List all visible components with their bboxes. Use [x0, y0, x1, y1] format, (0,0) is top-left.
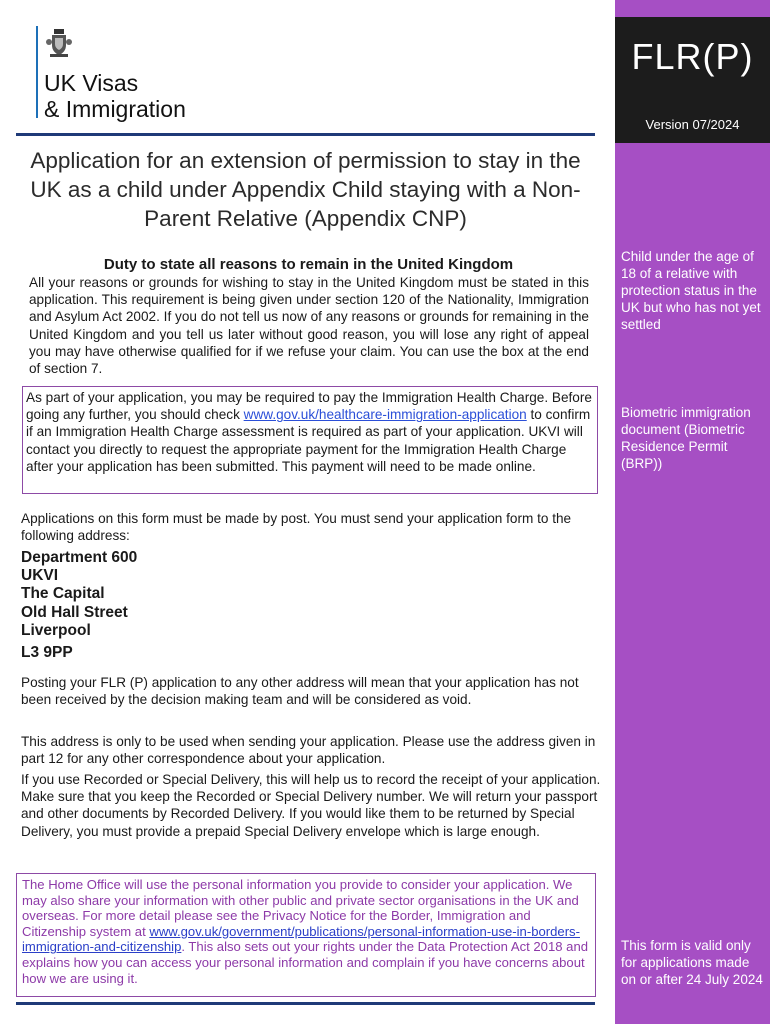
void-note: Posting your FLR (P) application to any other address will mean that your application has not been received by the decision making team and will be considered as void. — [21, 675, 579, 708]
duty-body: All your reasons or grounds for wishing to stay in the United Kingdom must be stated in this application. This requirement is being given under section 120 of the Nationality, Immigration and Asylum Act 2002. If you do not tell us now of any reasons or grounds for remaining in the United Kingdom and you tell us later without good reason, you will lose any right of appeal you may have otherwise qualified for if we refuse your claim. You can use the box at the end of section 7. — [29, 275, 589, 377]
privacy-notice-box — [16, 873, 596, 997]
header-rule — [16, 133, 595, 136]
sidebar-top-strip — [615, 0, 770, 17]
post-intro: Applications on this form must be made by post. You must send your application form to the following address: — [21, 511, 572, 544]
ihs-text-after: to confirm if an Immigration Health Charge assessment is required as part of your application. UKVI will contact you directly to request the appropriate payment for the Immigration Health Charge after your application has been submitted. This payment will need to be made online. — [26, 407, 591, 474]
footer-rule — [16, 1002, 595, 1005]
sidebar-note-child: Child under the age of 18 of a relative with protection status in the UK but who has not yet settled — [621, 249, 761, 332]
address-line-4: Old Hall Street — [21, 603, 128, 621]
sidebar-note-validity: This form is valid only for applications made on or after 24 July 2024 — [621, 938, 763, 987]
sidebar — [615, 0, 770, 1024]
ihs-link[interactable]: www.gov.uk/healthcare-immigration-application — [243, 407, 527, 423]
logo-line-2: & Immigration — [44, 96, 186, 122]
ihs-notice-box — [22, 386, 598, 494]
address-line-2: UKVI — [21, 567, 59, 585]
sidebar-note-brp: Biometric immigration document (Biometric Residence Permit (BRP)) — [621, 405, 751, 471]
ihs-text-before: As part of your application, you may be required to pay the Immigration Health Charge. Before going any further, you should check — [26, 390, 592, 423]
privacy-text-before: The Home Office will use the personal information you provide to consider your application. We may also share your information with other public and private sector organisations in the UK and overseas. For more detail please see the Privacy Notice for the Border, Immigration and Citizenship system at — [22, 877, 579, 939]
address-line-5: Liverpool — [21, 621, 91, 639]
address-note: This address is only to be used when sending your application. Please use the address given in part 12 for any other correspondence about your application. — [21, 734, 596, 767]
address-postcode: L3 9PP — [21, 644, 73, 662]
postal-address — [21, 549, 137, 662]
address-line-3: The Capital — [21, 585, 105, 603]
form-version: Version 07/2024 — [645, 117, 740, 132]
recorded-delivery-note: If you use Recorded or Special Delivery, this will help us to record the receipt of your application. Make sure that you keep the Recorded or Special Delivery number. We will return your passport and other documents by Recorded Delivery. If you would like them to be returned by Special Delivery, you must provide a prepaid Special Delivery envelope which is large enough. — [21, 772, 601, 839]
address-line-1: Department 600 — [21, 549, 138, 566]
page-title: Application for an extension of permission to stay in the UK as a child under Appendix Child staying with a Non-Parent Relative (Appendix CNP) — [30, 148, 581, 231]
privacy-text-after: . This also sets out your rights under the Data Protection Act 2018 and explains how you can access your personal information and complain if you have concerns about how we are using it. — [22, 939, 589, 986]
form-code: FLR(P) — [631, 36, 754, 77]
duty-heading: Duty to state all reasons to remain in the United Kingdom — [103, 256, 514, 273]
royal-crest-icon — [46, 28, 72, 58]
privacy-link[interactable]: www.gov.uk/government/publications/personal-information-use-in-borders-immigration-and-citizenship — [22, 923, 580, 955]
logo-bar — [36, 26, 38, 118]
logo-line-1: UK Visas — [44, 70, 139, 96]
